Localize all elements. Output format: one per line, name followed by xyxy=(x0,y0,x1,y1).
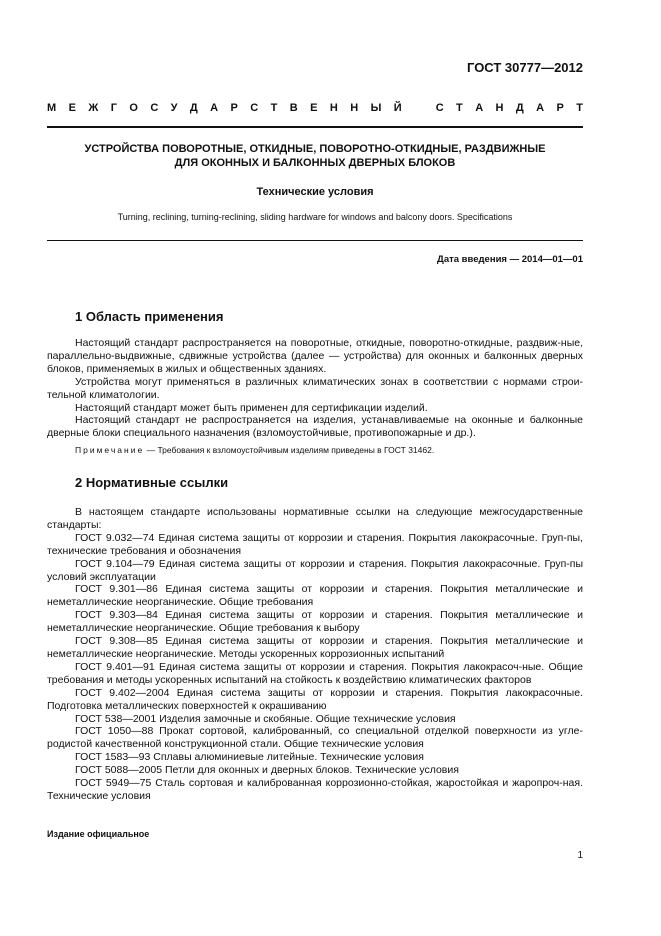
note-label: Примечание xyxy=(75,445,145,455)
section-2-heading: 2 Нормативные ссылки xyxy=(75,475,229,490)
paragraph: Устройства могут применяться в различных климатических зонах в соответствии с нормами строи-тельной климатологии. xyxy=(47,375,583,401)
paragraph: Настоящий стандарт распространяется на поворотные, откидные, поворотно-откидные, раздвиж-ные, параллельно-выдвижные, сдвижные устройства (далее — устройства) для оконных и балконных дверных блоков, применяемых в жилых и общественных зданиях. xyxy=(47,337,583,375)
reference-item: ГОСТ 5088—2005 Петли для оконных и дверных блоков. Технические условия xyxy=(75,764,459,777)
standard-type-letter: Й xyxy=(393,102,402,114)
section-1-body xyxy=(47,337,583,440)
reference-item: ГОСТ 9.303—84 Единая система защиты от коррозии и старения. Покрытия металлические и неметаллические неорганические. Общие требования к выбору xyxy=(47,609,583,635)
standard-type-letter: С xyxy=(250,102,259,114)
edition-label: Издание официальное xyxy=(47,829,150,839)
standard-type-letter: А xyxy=(210,102,219,114)
standard-type-letter: Н xyxy=(350,102,359,114)
standard-type-letter: Д xyxy=(515,102,524,114)
standard-type-letter: У xyxy=(170,102,178,114)
standard-type-letter: Е xyxy=(310,102,318,114)
standard-type-letter: Г xyxy=(110,102,117,114)
standard-type-letter: Е xyxy=(68,102,76,114)
standard-type-letter: Т xyxy=(576,102,583,114)
standard-type-letter: Н xyxy=(329,102,338,114)
standard-type-letter: А xyxy=(475,102,484,114)
document-title-line-1: УСТРОЙСТВА ПОВОРОТНЫЕ, ОТКИДНЫЕ, ПОВОРОТНО-ОТКИДНЫЕ, РАЗДВИЖНЫЕ xyxy=(84,143,546,155)
section-2-body xyxy=(47,506,583,803)
word-gap xyxy=(414,102,423,114)
reference-item: ГОСТ 1050—88 Прокат сортовой, калиброванный, со специальной отделкой поверхности из угле-родистой качественной конструкционной стали. Общие технические условия xyxy=(47,725,583,751)
paragraph: В настоящем стандарте использованы нормативные ссылки на следующие межгосударственные стандарты: xyxy=(47,506,583,531)
note-text: — Требования к взломоустойчивым изделиям приведены в ГОСТ 31462. xyxy=(146,445,435,455)
paragraph: Настоящий стандарт может быть применен для сертификации изделий. xyxy=(75,401,428,414)
section-1-heading: 1 Область применения xyxy=(75,309,224,324)
reference-item: ГОСТ 9.104—79 Единая система защиты от коррозии и старения. Покрытия лакокрасочные. Груп-пы условий эксплуатации xyxy=(47,557,583,583)
standard-type-letter: А xyxy=(536,102,545,114)
standard-type-letter: В xyxy=(289,102,298,114)
standard-type-letter: Н xyxy=(495,102,504,114)
reference-item: ГОСТ 9.308—85 Единая система защиты от коррозии и старения. Покрытия металлические и неметаллические неорганические. Методы ускоренных коррозионных испытаний xyxy=(47,635,583,660)
top-divider xyxy=(47,126,583,128)
reference-item: ГОСТ 9.402—2004 Единая система защиты от коррозии и старения. Покрытия лакокрасочные. Подготовка металлических поверхностей к окрашиванию xyxy=(47,686,583,712)
reference-item: ГОСТ 9.301—86 Единая система защиты от коррозии и старения. Покрытия металлические и неметаллические неорганические. Общие требования xyxy=(47,583,583,609)
standard-type-heading xyxy=(47,102,583,114)
section-1-note xyxy=(75,445,434,455)
introduction-date: Дата введения — 2014—01—01 xyxy=(437,254,583,265)
standard-type-letter: Д xyxy=(189,102,198,114)
reference-item: ГОСТ 9.401—91 Единая система защиты от коррозии и старения. Покрытия лакокрасоч-ные. Общие требования и методы ускоренных испытаний на стойкость к воздействию климатических факторов xyxy=(47,660,583,686)
document-id: ГОСТ 30777—2012 xyxy=(467,60,583,75)
page-number: 1 xyxy=(577,850,583,861)
standard-type-letter: Т xyxy=(270,102,278,114)
standard-type-letter: Т xyxy=(456,102,463,114)
standard-type-letter: О xyxy=(129,102,138,114)
standard-type-letter: Р xyxy=(230,102,238,114)
reference-item: ГОСТ 9.032—74 Единая система защиты от коррозии и старения. Покрытия лакокрасочные. Груп-пы, технические требования и обозначения xyxy=(47,531,583,557)
document-subtitle: Технические условия xyxy=(256,186,374,198)
standard-type-letter: Ы xyxy=(370,102,382,114)
document-title-line-2: ДЛЯ ОКОННЫХ И БАЛКОННЫХ ДВЕРНЫХ БЛОКОВ xyxy=(174,157,456,169)
standard-type-letter: С xyxy=(150,102,159,114)
reference-item: ГОСТ 1583—93 Сплавы алюминиевые литейные. Технические условия xyxy=(75,751,424,764)
title-divider xyxy=(47,240,583,241)
standard-type-letter: Р xyxy=(556,102,564,114)
reference-item: ГОСТ 5949—75 Сталь сортовая и калиброванная коррозионно-стойкая, жаростойкая и жаропроч-ная. Технические условия xyxy=(47,777,583,802)
reference-item: ГОСТ 538—2001 Изделия замочные и скобяные. Общие технические условия xyxy=(75,712,456,725)
standard-type-letter: М xyxy=(47,102,57,114)
english-title: Turning, reclining, turning-reclining, sliding hardware for windows and balcony doors. Specifications xyxy=(117,212,513,222)
paragraph: Настоящий стандарт не распространяется на изделия, устанавливаемые на оконные и балконные дверные блоки специального назначения (взломоустойчивые, противопожарные и др.). xyxy=(47,414,583,440)
standard-type-letter: С xyxy=(435,102,444,114)
standard-type-letter: Ж xyxy=(88,102,99,114)
